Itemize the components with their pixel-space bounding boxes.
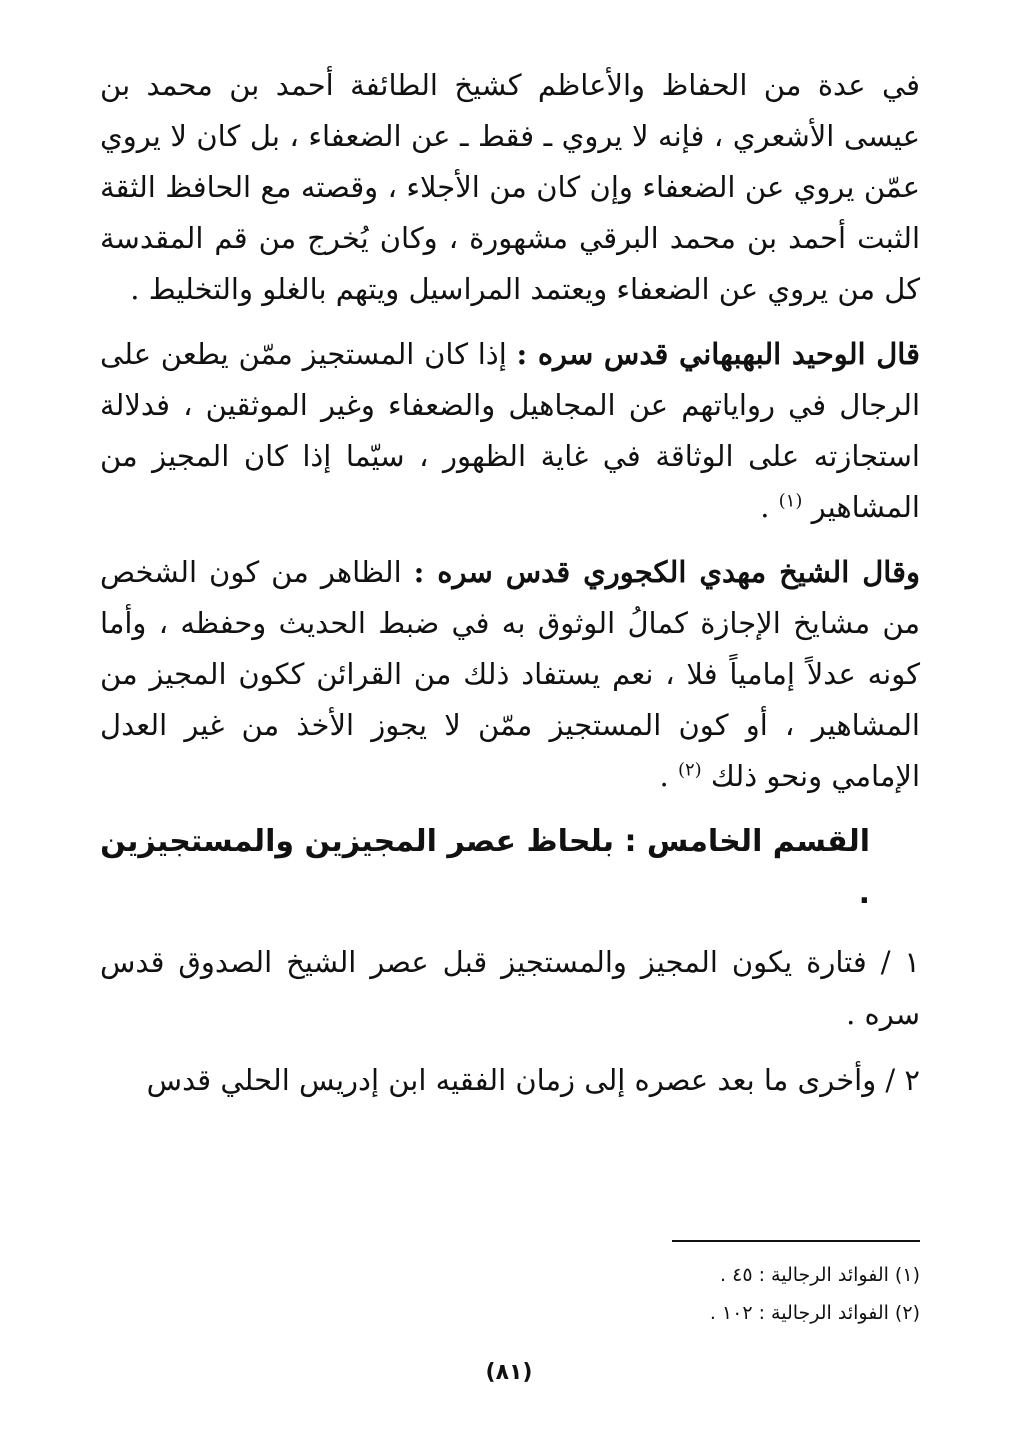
paragraph-1-text: في عدة من الحفاظ والأعاظم كشيخ الطائفة أحمد بن محمد بن عيسى الأشعري ، فإنه لا يروي ـ فقط ـ عن الضعفاء ، بل كان لا يروي عمّن يروي عن الضعفاء وإن كان من الأجلاء ، وقصته مع الحافظ الثقة الثبت أحمد بن محمد البرقي مشهورة ، وكان يُخرج من قم المقدسة كل من يروي عن الضعفاء ويعتمد المراسيل ويتهم بالغلو والتخليط . <box>100 68 920 306</box>
list-item <box>100 1054 920 1106</box>
section-heading: القسم الخامس : بلحاظ عصر المجيزين والمستجيزين . <box>100 824 870 911</box>
list-item-number: ٢ / <box>885 1063 920 1097</box>
page-body <box>100 60 920 1120</box>
list-item-number: ١ / <box>880 945 920 979</box>
footnote-1: (١) الفوائد الرجالية : ٤٥ . <box>720 1264 920 1286</box>
paragraph-2 <box>100 329 920 533</box>
paragraph-2-text: إذا كان المستجيز ممّن يطعن على الرجال في رواياتهم عن المجاهيل والضعفاء وغير الموثقين ، فدلالة استجازته على الوثاقة في غاية الظهور ، سيّما إذا كان المجيز من المشاهير <box>100 337 920 524</box>
list-item <box>100 936 920 1040</box>
footnote-divider <box>672 1240 920 1242</box>
paragraph-3 <box>100 547 920 802</box>
list-item-text: وأخرى ما بعد عصره إلى زمان الفقيه ابن إدريس الحلي قدس <box>146 1063 886 1097</box>
paragraph-2-lead: قال الوحيد البهبهاني قدس سره : <box>516 337 920 371</box>
footnote-ref-2[interactable]: (٢) <box>677 759 702 781</box>
footnote-ref-1[interactable]: (١) <box>778 490 803 512</box>
list-item-text: فتارة يكون المجيز والمستجيز قبل عصر الشيخ الصدوق قدس سره . <box>100 945 920 1031</box>
paragraph-3-tail: . <box>659 759 678 793</box>
paragraph-1 <box>100 60 920 315</box>
paragraph-3-lead: وقال الشيخ مهدي الكجوري قدس سره : <box>413 555 920 589</box>
footnotes <box>420 1256 920 1332</box>
paragraph-2-tail: . <box>760 490 779 524</box>
paragraph-3-text: الظاهر من كون الشخص من مشايخ الإجازة كمالُ الوثوق به في ضبط الحديث وحفظه ، وأما كونه عدلاً إمامياً فلا ، نعم يستفاد ذلك من القرائن ككون المجيز من المشاهير ، أو كون المستجيز ممّن لا يجوز الأخذ من غير العدل الإمامي ونحو ذلك <box>100 555 920 793</box>
footnote-2: (٢) الفوائد الرجالية : ١٠٢ . <box>709 1302 920 1324</box>
page-number: (٨١) <box>485 1360 533 1385</box>
